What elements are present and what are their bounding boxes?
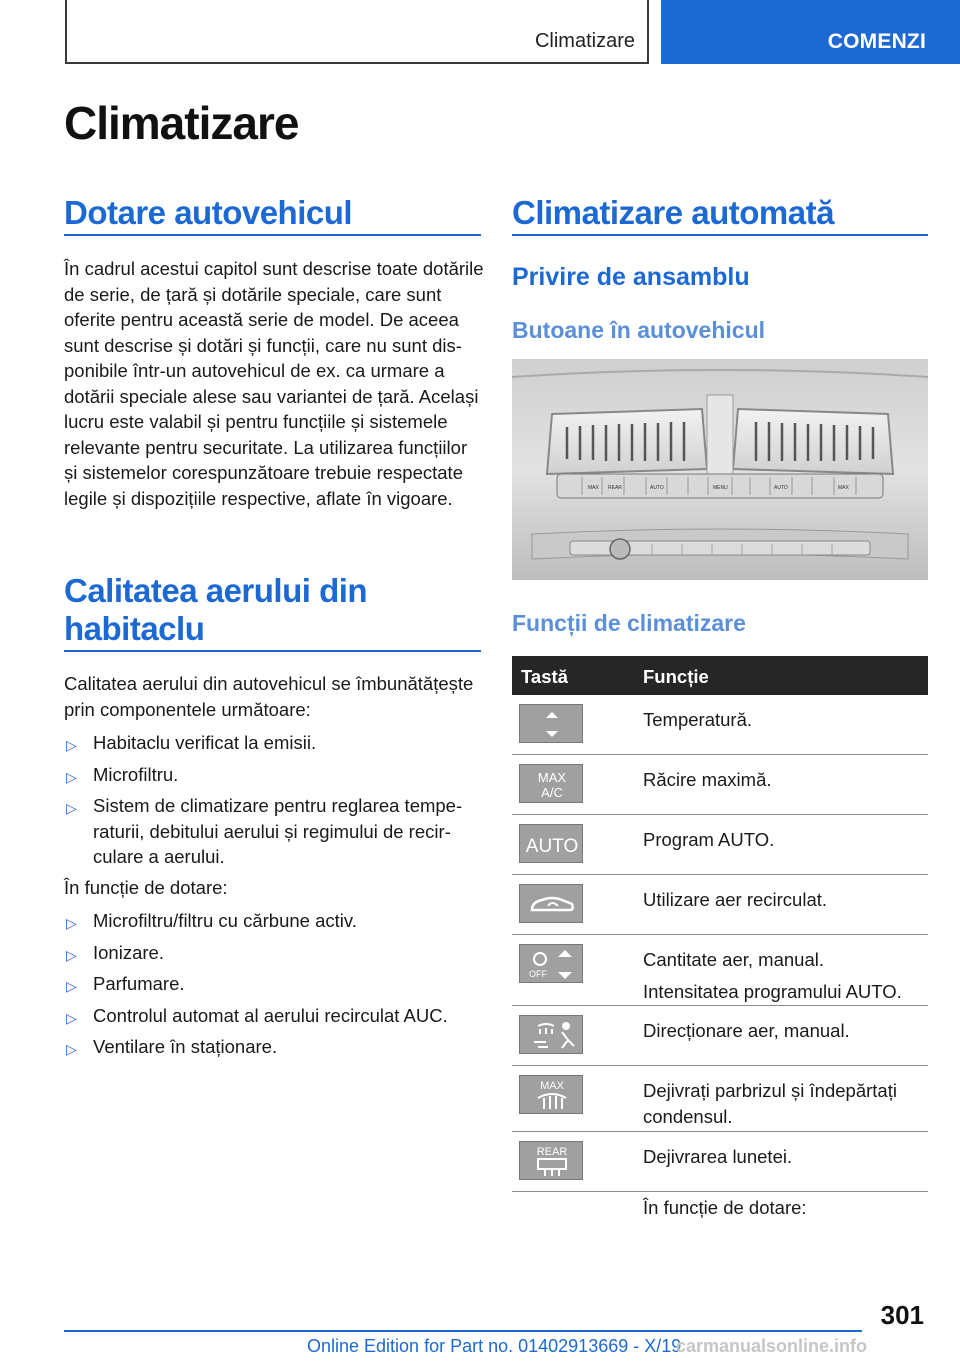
heading-calitatea-aerului: [64, 572, 367, 648]
table-row: [512, 755, 928, 815]
rear-defrost-icon: [519, 1141, 583, 1180]
triangle-bullet-icon: ▷: [66, 800, 77, 816]
heading-rule: [64, 650, 481, 652]
svg-text:OFF: OFF: [529, 969, 547, 979]
list-item: ▷ Ionizare.: [64, 940, 484, 966]
photo-button-label: REAR: [608, 485, 622, 491]
list-item: ▷ Ventilare în staționare.: [64, 1034, 484, 1060]
auto-icon: [519, 824, 583, 863]
list-item: ▷ Controlul automat al aerului recirculat AUC.: [64, 1003, 484, 1029]
list-item: ▷ Microfiltru/filtru cu cărbune activ.: [64, 908, 484, 934]
table-row: [512, 695, 928, 755]
table-row: [512, 815, 928, 875]
temperature-arrows-icon: [519, 704, 583, 743]
fan-off-arrows-icon: [519, 944, 583, 983]
function-text: Program AUTO.: [643, 829, 775, 850]
header-section-title: Climatizare: [534, 30, 635, 52]
function-text: Dejivrați parbrizul și îndepărtați condensul.: [643, 1080, 897, 1127]
climate-panel-photo: [512, 359, 928, 580]
photo-button-label: MAX: [588, 485, 599, 491]
heading-calitatea-line2: habitaclu: [64, 610, 205, 647]
photo-button-label: MAX: [838, 485, 849, 491]
paragraph-functie-dotare: În funcție de dotare:: [64, 877, 228, 898]
function-text: Direcționare aer, manual.: [643, 1020, 850, 1041]
page-number: 301: [880, 1300, 924, 1330]
heading-climatizare-automata: Climatizare automată: [512, 194, 834, 231]
column-header-functie: Funcție: [643, 666, 709, 687]
bullet-list-optional: [64, 908, 484, 1066]
page-title: Climatizare: [64, 97, 299, 149]
svg-text:AUTO: AUTO: [525, 836, 579, 857]
footer-edition: Online Edition for Part no. 01402913669 - X/19: [307, 1336, 682, 1356]
table-row: [512, 935, 928, 1006]
list-item: ▷ Sistem de climatizare pentru reglarea temperaturii, debitului aerului și regimului de recirculare a aerului.: [66, 795, 463, 867]
triangle-bullet-icon: ▷: [66, 768, 77, 785]
triangle-bullet-icon: ▷: [66, 915, 77, 931]
table-row: [512, 875, 928, 935]
footer-rule: [64, 1330, 862, 1332]
functions-table: [512, 656, 928, 1192]
function-text: Utilizare aer recirculat.: [643, 889, 828, 910]
bullet-list-components: [64, 730, 484, 876]
function-text: Răcire maximă.: [643, 769, 772, 790]
heading-dotare-autovehicul: Dotare autovehicul: [64, 194, 353, 231]
heading-functii-climatizare: Funcții de climatizare: [512, 610, 746, 636]
paragraph-dotare: În cadrul acestui capitol sunt descrise toate dotările de serie, de țară și dotările speciale, care sunt oferite pentru această serie de model. De aceea sunt descrise și dotări și funcții, care nu sunt disponibile într-un autovehicul de ex. ca urmare a dotării speciale alese sau variantei de țară. Același lucru este valabil și pentru funcțiile și sistemele relevante pentru securitate. La utilizarea funcțiilor și sistemelor corespunzătoare trebuie respectate legile și dispozițiile respective, aflate în vigoare.: [64, 258, 484, 509]
header-tab-label: COMENZI: [827, 30, 926, 53]
paragraph-calitatea: Calitatea aerului din autovehicul se îmbunătățește prin componentele următoare:: [64, 673, 474, 720]
function-text: Cantitate aer, manual. Intensitatea programului AUTO.: [643, 949, 902, 1002]
svg-text:MAX: MAX: [540, 1080, 564, 1092]
photo-button-label: AUTO: [650, 485, 664, 491]
table-row: [512, 1006, 928, 1066]
photo-button-label: MENU: [713, 485, 728, 491]
svg-text:MAX: MAX: [537, 770, 567, 785]
heading-privire-ansamblu: Privire de ansamblu: [512, 263, 750, 291]
svg-text:REAR: REAR: [536, 1146, 568, 1158]
max-defrost-icon: [519, 1075, 583, 1114]
triangle-bullet-icon: ▷: [66, 1041, 77, 1057]
air-distribution-icon: [519, 1015, 583, 1054]
triangle-bullet-icon: ▷: [66, 946, 77, 963]
function-text: Temperatură.: [643, 709, 752, 730]
table-row: [512, 1132, 928, 1192]
table-row: [512, 1066, 928, 1132]
header-tab-comenzi[interactable]: [661, 0, 960, 64]
watermark: carmanualsonline.info: [676, 1336, 868, 1356]
triangle-bullet-icon: ▷: [66, 737, 77, 753]
max-ac-icon: [519, 764, 583, 803]
heading-rule: [64, 234, 481, 236]
list-item: ▷ Parfumare.: [64, 971, 484, 997]
triangle-bullet-icon: ▷: [66, 978, 77, 994]
column-header-tasta: Tastă: [521, 666, 568, 687]
heading-rule: [512, 234, 928, 236]
header-section-box: [65, 0, 649, 64]
photo-button-label: AUTO: [774, 485, 788, 491]
table-header: [512, 656, 928, 695]
note-functie-dotare: În funcție de dotare:: [643, 1197, 807, 1218]
heading-calitatea-line1: Calitatea aerului din: [64, 572, 368, 609]
list-item: ▷ Microfiltru.: [64, 762, 484, 788]
triangle-bullet-icon: ▷: [66, 1009, 77, 1026]
function-text: Dejivrarea lunetei.: [643, 1146, 793, 1167]
heading-butoane: Butoane în autovehicul: [512, 317, 766, 343]
list-item: ▷ Habitaclu verificat la emisii.: [64, 730, 484, 756]
svg-text:A/C: A/C: [541, 785, 563, 800]
recirculation-icon: [519, 884, 583, 923]
